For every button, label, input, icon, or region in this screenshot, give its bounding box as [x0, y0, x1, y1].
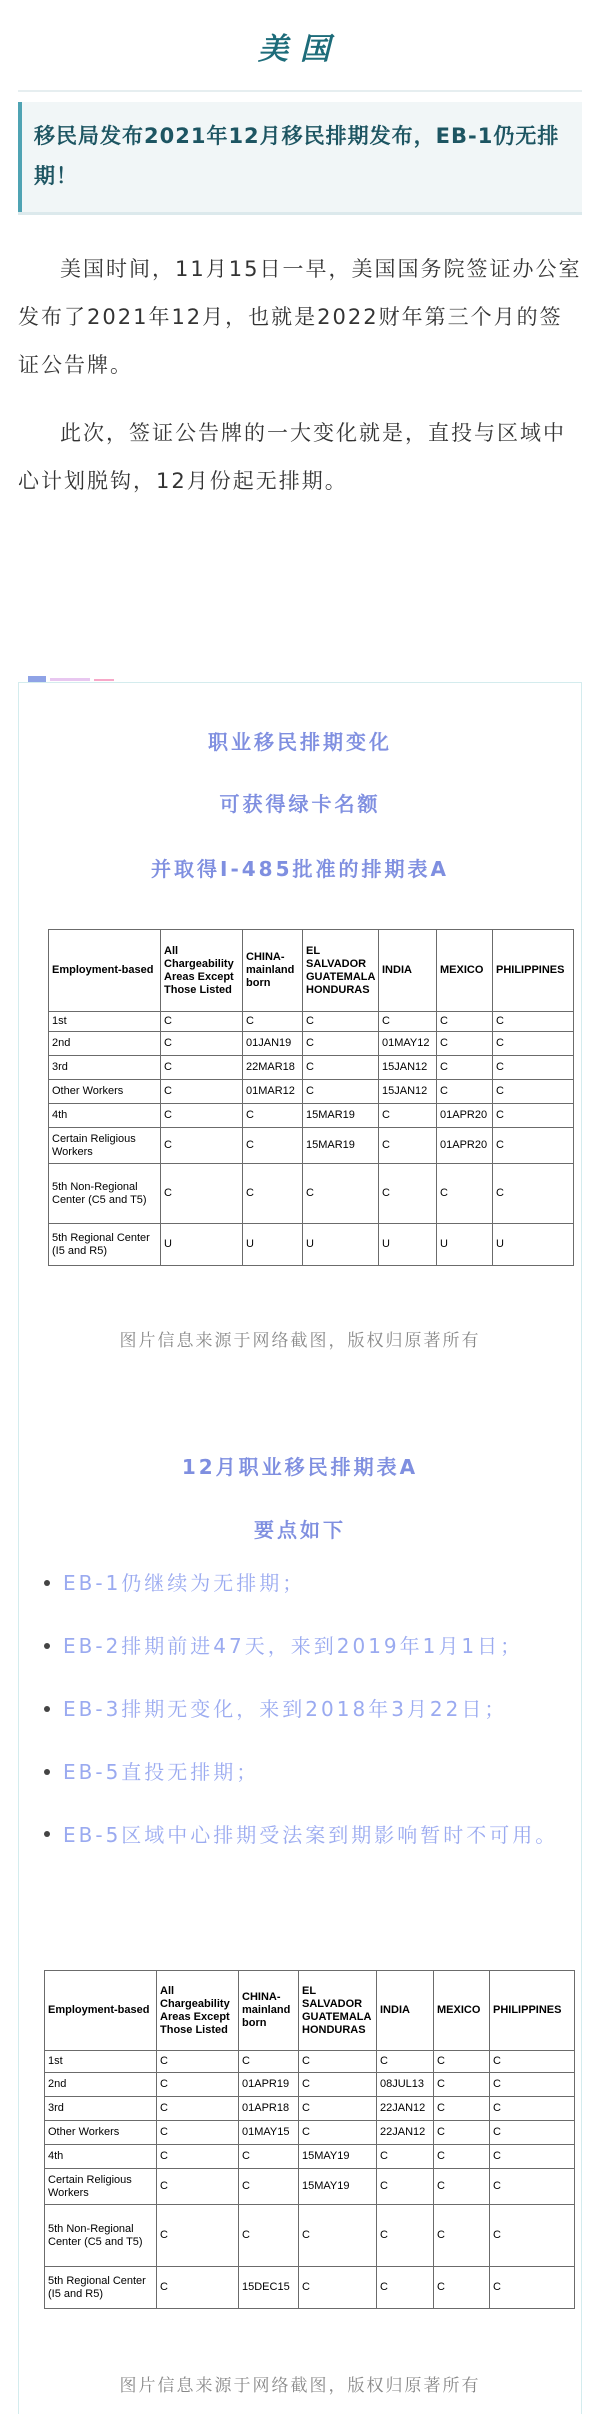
table-cell: 15MAY19 [299, 2169, 377, 2205]
list-item: EB-5直投无排期； [44, 1757, 574, 1787]
bullet-dot [44, 1769, 50, 1775]
section1-heading-3: 并取得I-485批准的排期表A [151, 857, 449, 881]
table-cell: C [377, 2051, 434, 2073]
table-cell: C [299, 2267, 377, 2309]
table-cell: C [239, 2205, 299, 2267]
table-row [45, 2121, 575, 2145]
row-label-cell: 1st [45, 2051, 157, 2073]
table-cell: C [299, 2097, 377, 2121]
table-cell: C [490, 2073, 575, 2097]
table-cell: 01APR19 [239, 2073, 299, 2097]
table-cell: C [299, 2121, 377, 2145]
table-cell: C [157, 2073, 239, 2097]
list-item: EB-2排期前进47天，来到2019年1月1日； [44, 1631, 574, 1661]
table-cell: C [437, 1032, 493, 1056]
row-label-cell: 5th Non-Regional Center (C5 and T5) [45, 2205, 157, 2267]
table-cell: C [243, 1012, 303, 1032]
table-cell: C [437, 1080, 493, 1104]
table-cell: C [493, 1128, 574, 1164]
table-cell: C [243, 1164, 303, 1224]
table-cell: 01MAY15 [239, 2121, 299, 2145]
table-cell: 01MAY12 [379, 1032, 437, 1056]
list-item: EB-3排期无变化，来到2018年3月22日； [44, 1694, 574, 1724]
table-cell: C [239, 2145, 299, 2169]
table-cell: U [161, 1224, 243, 1266]
section2-heading-2: 要点如下 [254, 1518, 346, 1542]
table-cell: C [157, 2169, 239, 2205]
table-cell: C [490, 2205, 575, 2267]
list-item: EB-1仍继续为无排期； [44, 1568, 574, 1598]
row-label-cell: 5th Regional Center (I5 and R5) [45, 2267, 157, 2309]
table-cell: C [161, 1056, 243, 1080]
table-cell: C [493, 1012, 574, 1032]
table-cell: C [243, 1104, 303, 1128]
table-cell: C [239, 2051, 299, 2073]
table-cell: C [303, 1056, 379, 1080]
decorative-ribbon [28, 676, 118, 682]
bullet-dot [44, 1580, 50, 1586]
table-cell: C [379, 1128, 437, 1164]
column-header: EL SALVADOR GUATEMALA HONDURAS [303, 930, 379, 1012]
table-cell: 01APR18 [239, 2097, 299, 2121]
table-row [45, 2073, 575, 2097]
table-cell: C [239, 2169, 299, 2205]
table-cell: C [490, 2097, 575, 2121]
column-header: PHILIPPINES [490, 1971, 575, 2051]
table-cell: C [161, 1080, 243, 1104]
table-cell: C [437, 1012, 493, 1032]
table-row [49, 1012, 574, 1032]
table-cell: U [243, 1224, 303, 1266]
table-cell: C [161, 1012, 243, 1032]
table-cell: C [161, 1104, 243, 1128]
table-cell: C [299, 2205, 377, 2267]
table-cell: C [434, 2267, 490, 2309]
table-cell: C [437, 1056, 493, 1080]
list-item: EB-5区域中心排期受法案到期影响暂时不可用。 [44, 1804, 574, 1867]
table-cell: C [303, 1032, 379, 1056]
table-cell: C [434, 2097, 490, 2121]
column-header: EL SALVADOR GUATEMALA HONDURAS [299, 1971, 377, 2051]
table-cell: C [434, 2121, 490, 2145]
table-cell: C [299, 2051, 377, 2073]
table-cell: 15JAN12 [379, 1080, 437, 1104]
bullet-dot [44, 1831, 50, 1837]
table-cell: 01JAN19 [243, 1032, 303, 1056]
table-cell: C [490, 2051, 575, 2073]
section1-heading-1: 职业移民排期变化 [208, 730, 392, 754]
table-cell: C [303, 1164, 379, 1224]
table-cell: C [490, 2267, 575, 2309]
column-header: Employment-based [49, 930, 161, 1012]
table-cell: U [437, 1224, 493, 1266]
section2-heading-1: 12月职业移民排期表A [181, 1455, 419, 1479]
column-header: PHILIPPINES [493, 930, 574, 1012]
table-cell: C [303, 1012, 379, 1032]
table-cell: C [161, 1032, 243, 1056]
headline-divider [18, 212, 582, 215]
table-row [45, 2051, 575, 2073]
table-cell: U [303, 1224, 379, 1266]
bullet-dot [44, 1706, 50, 1712]
visa-bulletin-table-2 [44, 1970, 575, 2309]
table-cell: C [493, 1056, 574, 1080]
table-cell: C [493, 1104, 574, 1128]
table-row [49, 1056, 574, 1080]
table-cell: 15MAR19 [303, 1128, 379, 1164]
table-cell: 01APR20 [437, 1104, 493, 1128]
table-cell: C [303, 1080, 379, 1104]
table-row [49, 1104, 574, 1128]
table-cell: U [379, 1224, 437, 1266]
table-cell: C [434, 2051, 490, 2073]
table-cell: C [157, 2267, 239, 2309]
table-cell: 15JAN12 [379, 1056, 437, 1080]
table-cell: 15MAR19 [303, 1104, 379, 1128]
column-header: INDIA [377, 1971, 434, 2051]
table-cell: C [493, 1032, 574, 1056]
row-label-cell: 4th [45, 2145, 157, 2169]
section1-heading-2: 可获得绿卡名额 [219, 792, 381, 816]
table-cell: C [437, 1164, 493, 1224]
page-title: 美国 [258, 32, 342, 67]
table-cell: C [434, 2169, 490, 2205]
row-label-cell: 2nd [49, 1032, 161, 1056]
table-cell: C [157, 2205, 239, 2267]
table-cell: C [157, 2097, 239, 2121]
row-label-cell: Other Workers [45, 2121, 157, 2145]
table-cell: C [493, 1080, 574, 1104]
intro-paragraph: 美国时间，11月15日一早，美国国务院签证办公室发布了2021年12月，也就是2022财年第三个月的签证公告牌。 [18, 257, 582, 377]
table-row [49, 1032, 574, 1056]
table-cell: 22JAN12 [377, 2121, 434, 2145]
table-row [45, 2097, 575, 2121]
column-header: Employment-based [45, 1971, 157, 2051]
row-label-cell: 5th Non-Regional Center (C5 and T5) [49, 1164, 161, 1224]
table-cell: 08JUL13 [377, 2073, 434, 2097]
table-row [49, 1224, 574, 1266]
row-label-cell: 4th [49, 1104, 161, 1128]
table-row [49, 1128, 574, 1164]
column-header: CHINA-mainland born [239, 1971, 299, 2051]
column-header: INDIA [379, 930, 437, 1012]
table-row [49, 1080, 574, 1104]
table-cell: C [299, 2073, 377, 2097]
article-headline: 移民局发布2021年12月移民排期发布，EB-1仍无排期！ [18, 102, 582, 212]
row-label-cell: 3rd [45, 2097, 157, 2121]
row-label-cell: Certain Religious Workers [45, 2169, 157, 2205]
table-cell: 22MAR18 [243, 1056, 303, 1080]
image-source-caption-2: 图片信息来源于网络截图，版权归原著所有 [119, 2376, 481, 2396]
table-cell: 15MAY19 [299, 2145, 377, 2169]
table-cell: C [377, 2169, 434, 2205]
table-row [45, 2205, 575, 2267]
table-cell: C [490, 2145, 575, 2169]
table-cell: 15DEC15 [239, 2267, 299, 2309]
table-cell: C [157, 2121, 239, 2145]
table-cell: 22JAN12 [377, 2097, 434, 2121]
table-cell: C [490, 2121, 575, 2145]
row-label-cell: Other Workers [49, 1080, 161, 1104]
table-cell: C [157, 2051, 239, 2073]
table-cell: C [490, 2169, 575, 2205]
table-cell: C [157, 2145, 239, 2169]
table-cell: C [379, 1164, 437, 1224]
table-cell: C [434, 2073, 490, 2097]
image-source-caption-1: 图片信息来源于网络截图，版权归原著所有 [119, 1331, 481, 1351]
table-cell: C [161, 1128, 243, 1164]
table-cell: U [493, 1224, 574, 1266]
table-cell: C [243, 1128, 303, 1164]
table-cell: C [377, 2205, 434, 2267]
table-row [49, 1164, 574, 1224]
column-header: MEXICO [437, 930, 493, 1012]
row-label-cell: 3rd [49, 1056, 161, 1080]
row-label-cell: 1st [49, 1012, 161, 1032]
table-row [45, 2169, 575, 2205]
table-cell: C [377, 2267, 434, 2309]
title-divider [18, 90, 582, 92]
table-cell: C [493, 1164, 574, 1224]
column-header: All Chargeability Areas Except Those Listed [157, 1971, 239, 2051]
row-label-cell: 5th Regional Center (I5 and R5) [49, 1224, 161, 1266]
bullet-dot [44, 1643, 50, 1649]
change-paragraph: 此次，签证公告牌的一大变化就是，直投与区域中心计划脱钩，12月份起无排期。 [18, 421, 566, 493]
table-row [45, 2145, 575, 2169]
table-cell: C [434, 2205, 490, 2267]
row-label-cell: Certain Religious Workers [49, 1128, 161, 1164]
table-cell: C [161, 1164, 243, 1224]
visa-bulletin-table-1 [48, 929, 574, 1266]
table-cell: C [379, 1012, 437, 1032]
table-cell: C [379, 1104, 437, 1128]
column-header: All Chargeability Areas Except Those Listed [161, 930, 243, 1012]
column-header: MEXICO [434, 1971, 490, 2051]
key-points-list [44, 1568, 574, 1900]
table-row [45, 2267, 575, 2309]
table-cell: 01APR20 [437, 1128, 493, 1164]
row-label-cell: 2nd [45, 2073, 157, 2097]
table-cell: C [434, 2145, 490, 2169]
table-cell: 01MAR12 [243, 1080, 303, 1104]
column-header: CHINA-mainland born [243, 930, 303, 1012]
table-cell: C [377, 2145, 434, 2169]
